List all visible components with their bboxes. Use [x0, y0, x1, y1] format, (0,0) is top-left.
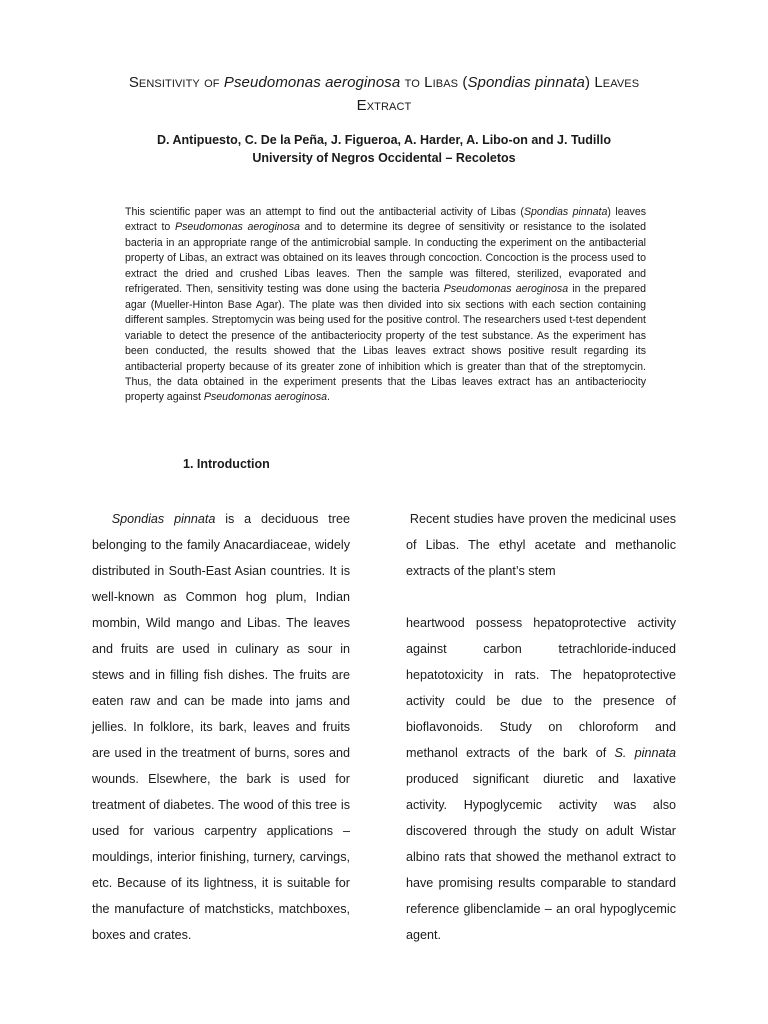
section-heading-introduction: 1. Introduction	[183, 457, 270, 471]
right-text-2b: produced significant diuretic and laxative activity. Hypoglycemic activity was also discovered through the study on adult Wistar albino rats that showed the methanol extract to have promising results comparable to standard reference glibenclamide – an oral hypoglycemic agent.	[406, 772, 676, 942]
paper-title	[90, 71, 678, 117]
title-part-2: to Libas (	[400, 74, 468, 91]
abstract-species: Spondias pinnata	[523, 206, 608, 218]
right-text-1: Recent studies have proven the medicinal uses of Libas. The ethyl acetate and methanolic extracts of the plant’s stem	[406, 512, 677, 578]
right-species: S. pinnata	[614, 746, 676, 760]
affiliation: University of Negros Occidental – Recoletos	[252, 151, 516, 165]
abstract-organism: Pseudomonas aeroginosa	[443, 283, 569, 296]
title-species: Spondias pinnata	[467, 74, 585, 91]
abstract-text: This scientific paper was an attempt to find out the antibacterial activity of Libas (	[125, 206, 524, 218]
right-text-2a: heartwood possess hepatoprotective activity against carbon tetrachloride-induced hepatotoxicity in rats. The hepatoprotective activity could be due to the presence of bioflavonoids. Study on chloroform and methanol extracts of the bark of	[406, 616, 676, 760]
abstract-text: .	[327, 391, 330, 404]
abstract	[125, 205, 646, 406]
body-column-right	[406, 506, 676, 948]
abstract-text: and to determine its degree of sensitivity or resistance to the isolated bacteria in an appropriate range of the antimicrobial sample. In conducting the experiment on the antibacterial property of Libas, an extract was obtained on its leaves through concoction. Concoction is the process used to extract the dried and crushed Libas leaves. Then the sample was filtered, sterilized, evaporated and refrigerated. Then, sensitivity testing was done using the bacteria	[125, 221, 647, 296]
title-organism: Pseudomonas aeroginosa	[223, 74, 401, 91]
intro-species: Spondias pinnata	[111, 512, 216, 526]
abstract-text: in the prepared agar (Mueller-Hinton Base Agar). The plate was then divided into six sections with each section containing different samples. Streptomycin was being used for the positive control. The researchers used t-test dependent variable to detect the presence of the antibacteriocity property of the test substance. As the experiment has been conducted, the results showed that the Libas leaves extract shows positive result regarding its antibacterial property because of its greater zone of inhibition which is greater than that of the streptomycin. Thus, the data obtained in the experiment presents that the Libas leaves extract has an antibacteriocity property against	[125, 283, 647, 404]
abstract-text: ) leaves extract to	[125, 206, 647, 234]
title-part-1: Sensitivity of	[128, 74, 224, 91]
intro-text: is a deciduous tree belonging to the family Anacardiaceae, widely distributed in South-East Asian countries. It is well-known as Common hog plum, Indian mombin, Wild mango and Libas. The leaves and fruits are used in culinary as sour in stews and in filling fish dishes. The fruits are eaten raw and can be made into jams and jellies. In folklore, its bark, leaves and fruits are used in the treatment of burns, sores and wounds. Elsewhere, the bark is used for treatment of diabetes. The wood of this tree is used for various carpentry applications – mouldings, interior finishing, turnery, carvings, etc. Because of its lightness, it is suitable for the manufacture of matchsticks, matchboxes, boxes and crates.	[92, 512, 350, 942]
right-paragraph-2	[406, 610, 676, 948]
title-line-2: Extract	[356, 97, 412, 114]
author-list: D. Antipuesto, C. De la Peña, J. Figueroa, A. Harder, A. Libo-on and J. Tudillo	[157, 133, 611, 147]
abstract-organism: Pseudomonas aeroginosa	[203, 391, 328, 404]
abstract-organism: Pseudomonas aeroginosa	[175, 221, 300, 234]
body-column-left	[92, 506, 350, 948]
title-part-3: ) Leaves	[584, 74, 640, 91]
right-paragraph-1	[406, 506, 676, 584]
intro-paragraph	[92, 506, 350, 948]
